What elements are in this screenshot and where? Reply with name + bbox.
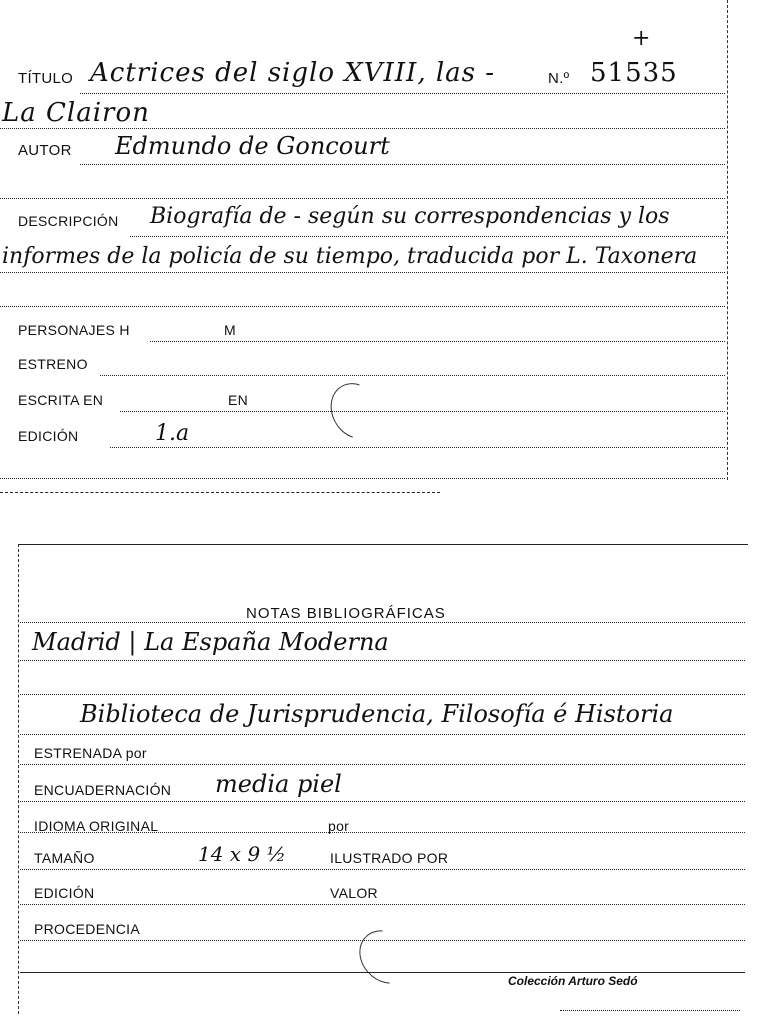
personajes-line: [150, 341, 725, 342]
titulo-line: [80, 93, 725, 94]
procedencia-label: PROCEDENCIA: [34, 921, 140, 937]
titulo-continuation: La Clairon: [2, 98, 150, 128]
tamano-value: 14 x 9 ½: [198, 842, 286, 866]
estrenada-line: [20, 764, 745, 765]
escrita-en-label: EN: [228, 392, 249, 408]
blank-line-3: [0, 478, 725, 479]
encuadernacion-label: ENCUADERNACIÓN: [34, 782, 172, 798]
encuadernacion-line: [20, 801, 745, 802]
notas-value-2: Biblioteca de Jurisprudencia, Filosofía é Historia: [80, 700, 674, 728]
edicion-label-bottom: EDICIÓN: [34, 885, 95, 901]
card-edge-right: [727, 0, 728, 480]
card-bottom-dotted: [560, 1010, 740, 1011]
edicion-value: 1.a: [155, 421, 190, 446]
escrita-label: ESCRITA EN: [18, 392, 104, 408]
notas-line: [20, 622, 745, 623]
estrenada-label: ESTRENADA por: [34, 745, 147, 761]
catalog-card-top: [0, 0, 759, 500]
descripcion-value-1: Biografía de - según su correspondencias y los: [150, 204, 670, 229]
descripcion-value-2: informes de la policía de su tiempo, traducida por L. Taxonera: [2, 244, 698, 269]
edicion-label: EDICIÓN: [18, 428, 79, 444]
escrita-line: [120, 411, 725, 412]
notas-line-2: [20, 694, 745, 695]
ilustrado-label: ILUSTRADO POR: [330, 850, 449, 866]
autor-line: [80, 164, 725, 165]
notas-line-3: [20, 734, 745, 735]
personajes-m-label: M: [224, 322, 236, 338]
card-bottom-edge: [0, 492, 440, 493]
descripcion-line-1: [130, 236, 725, 237]
tamano-label: TAMAÑO: [34, 850, 95, 866]
autor-label: AUTOR: [18, 142, 72, 159]
valor-label: VALOR: [330, 885, 378, 901]
autor-value: Edmundo de Goncourt: [115, 132, 390, 160]
idioma-label: IDIOMA ORIGINAL: [34, 818, 159, 834]
idioma-por-label: por: [328, 818, 350, 834]
descripcion-line-2: [0, 272, 725, 273]
card-edge-left: [18, 544, 19, 1014]
notas-line-1: [20, 660, 745, 661]
punch-hole-arc-top: [321, 374, 392, 448]
edicion-line-bottom: [20, 904, 745, 905]
idioma-line: [20, 832, 745, 833]
titulo-cont-line: [0, 128, 725, 129]
estreno-label: ESTRENO: [18, 356, 88, 372]
notas-value-1: Madrid | La España Moderna: [32, 628, 389, 656]
cross-mark: +: [632, 26, 651, 51]
blank-line-1: [0, 198, 725, 199]
numero-value: 51535: [590, 58, 678, 88]
notas-label: NOTAS BIBLIOGRÁFICAS: [246, 605, 446, 622]
numero-label: N.º: [548, 70, 570, 87]
personajes-label: PERSONAJES H: [18, 322, 130, 338]
titulo-label: TÍTULO: [18, 70, 74, 87]
card-bottom-rule: [20, 972, 745, 973]
tamano-line: [20, 869, 745, 870]
descripcion-label: DESCRIPCIÓN: [18, 213, 119, 229]
titulo-value: Actrices del siglo XVIII, las -: [90, 58, 496, 88]
encuadernacion-value: media piel: [215, 770, 342, 798]
punch-hole-arc-bottom: [349, 920, 424, 995]
edicion-line: [110, 447, 725, 448]
estreno-line: [100, 375, 725, 376]
card-top-edge: [18, 544, 748, 545]
catalog-card-bottom: [0, 540, 759, 1028]
coleccion-stamp: Colección Arturo Sedó: [508, 974, 638, 988]
blank-line-2: [0, 306, 725, 307]
